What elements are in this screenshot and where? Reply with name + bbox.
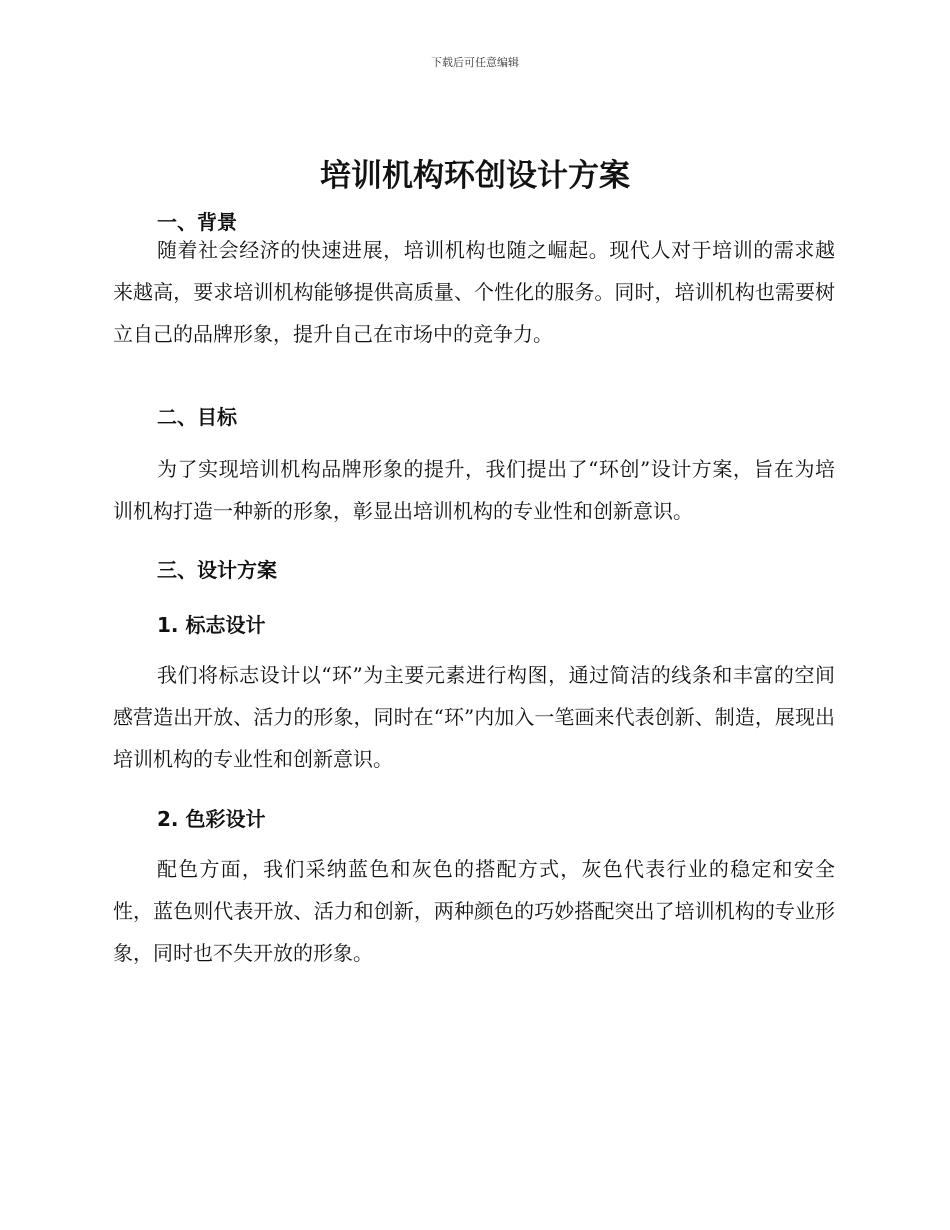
header-note: 下载后可任意编辑 xyxy=(431,56,519,69)
paragraph-logo: 我们将标志设计以“环”为主要元素进行构图，通过简洁的线条和丰富的空间感营造出开放、活力的形象，同时在“环”内加入一笔画来代表创新、制造，展现出培训机构的专业性和创新意识。 xyxy=(113,663,835,771)
subsection-heading-logo: 1. 标志设计 xyxy=(157,613,266,637)
section-heading-background: 一、背景 xyxy=(157,210,237,234)
paragraph-goal: 为了实现培训机构品牌形象的提升，我们提出了“环创”设计方案，旨在为培训机构打造一种新的形象，彰显出培训机构的专业性和创新意识。 xyxy=(113,457,835,523)
document-title: 培训机构环创设计方案 xyxy=(320,158,630,194)
subsection-heading-color: 2. 色彩设计 xyxy=(157,807,266,831)
paragraph-background: 随着社会经济的快速进展，培训机构也随之崛起。现代人对于培训的需求越来越高，要求培训机构能够提供高质量、个性化的服务。同时，培训机构也需要树立自己的品牌形象，提升自己在市场中的竞争力。 xyxy=(113,238,835,346)
section-heading-goal: 二、目标 xyxy=(157,405,237,429)
paragraph-color: 配色方面，我们采纳蓝色和灰色的搭配方式，灰色代表行业的稳定和安全性，蓝色则代表开放、活力和创新，两种颜色的巧妙搭配突出了培训机构的专业形象，同时也不失开放的形象。 xyxy=(113,857,835,965)
section-heading-design: 三、设计方案 xyxy=(157,558,277,582)
